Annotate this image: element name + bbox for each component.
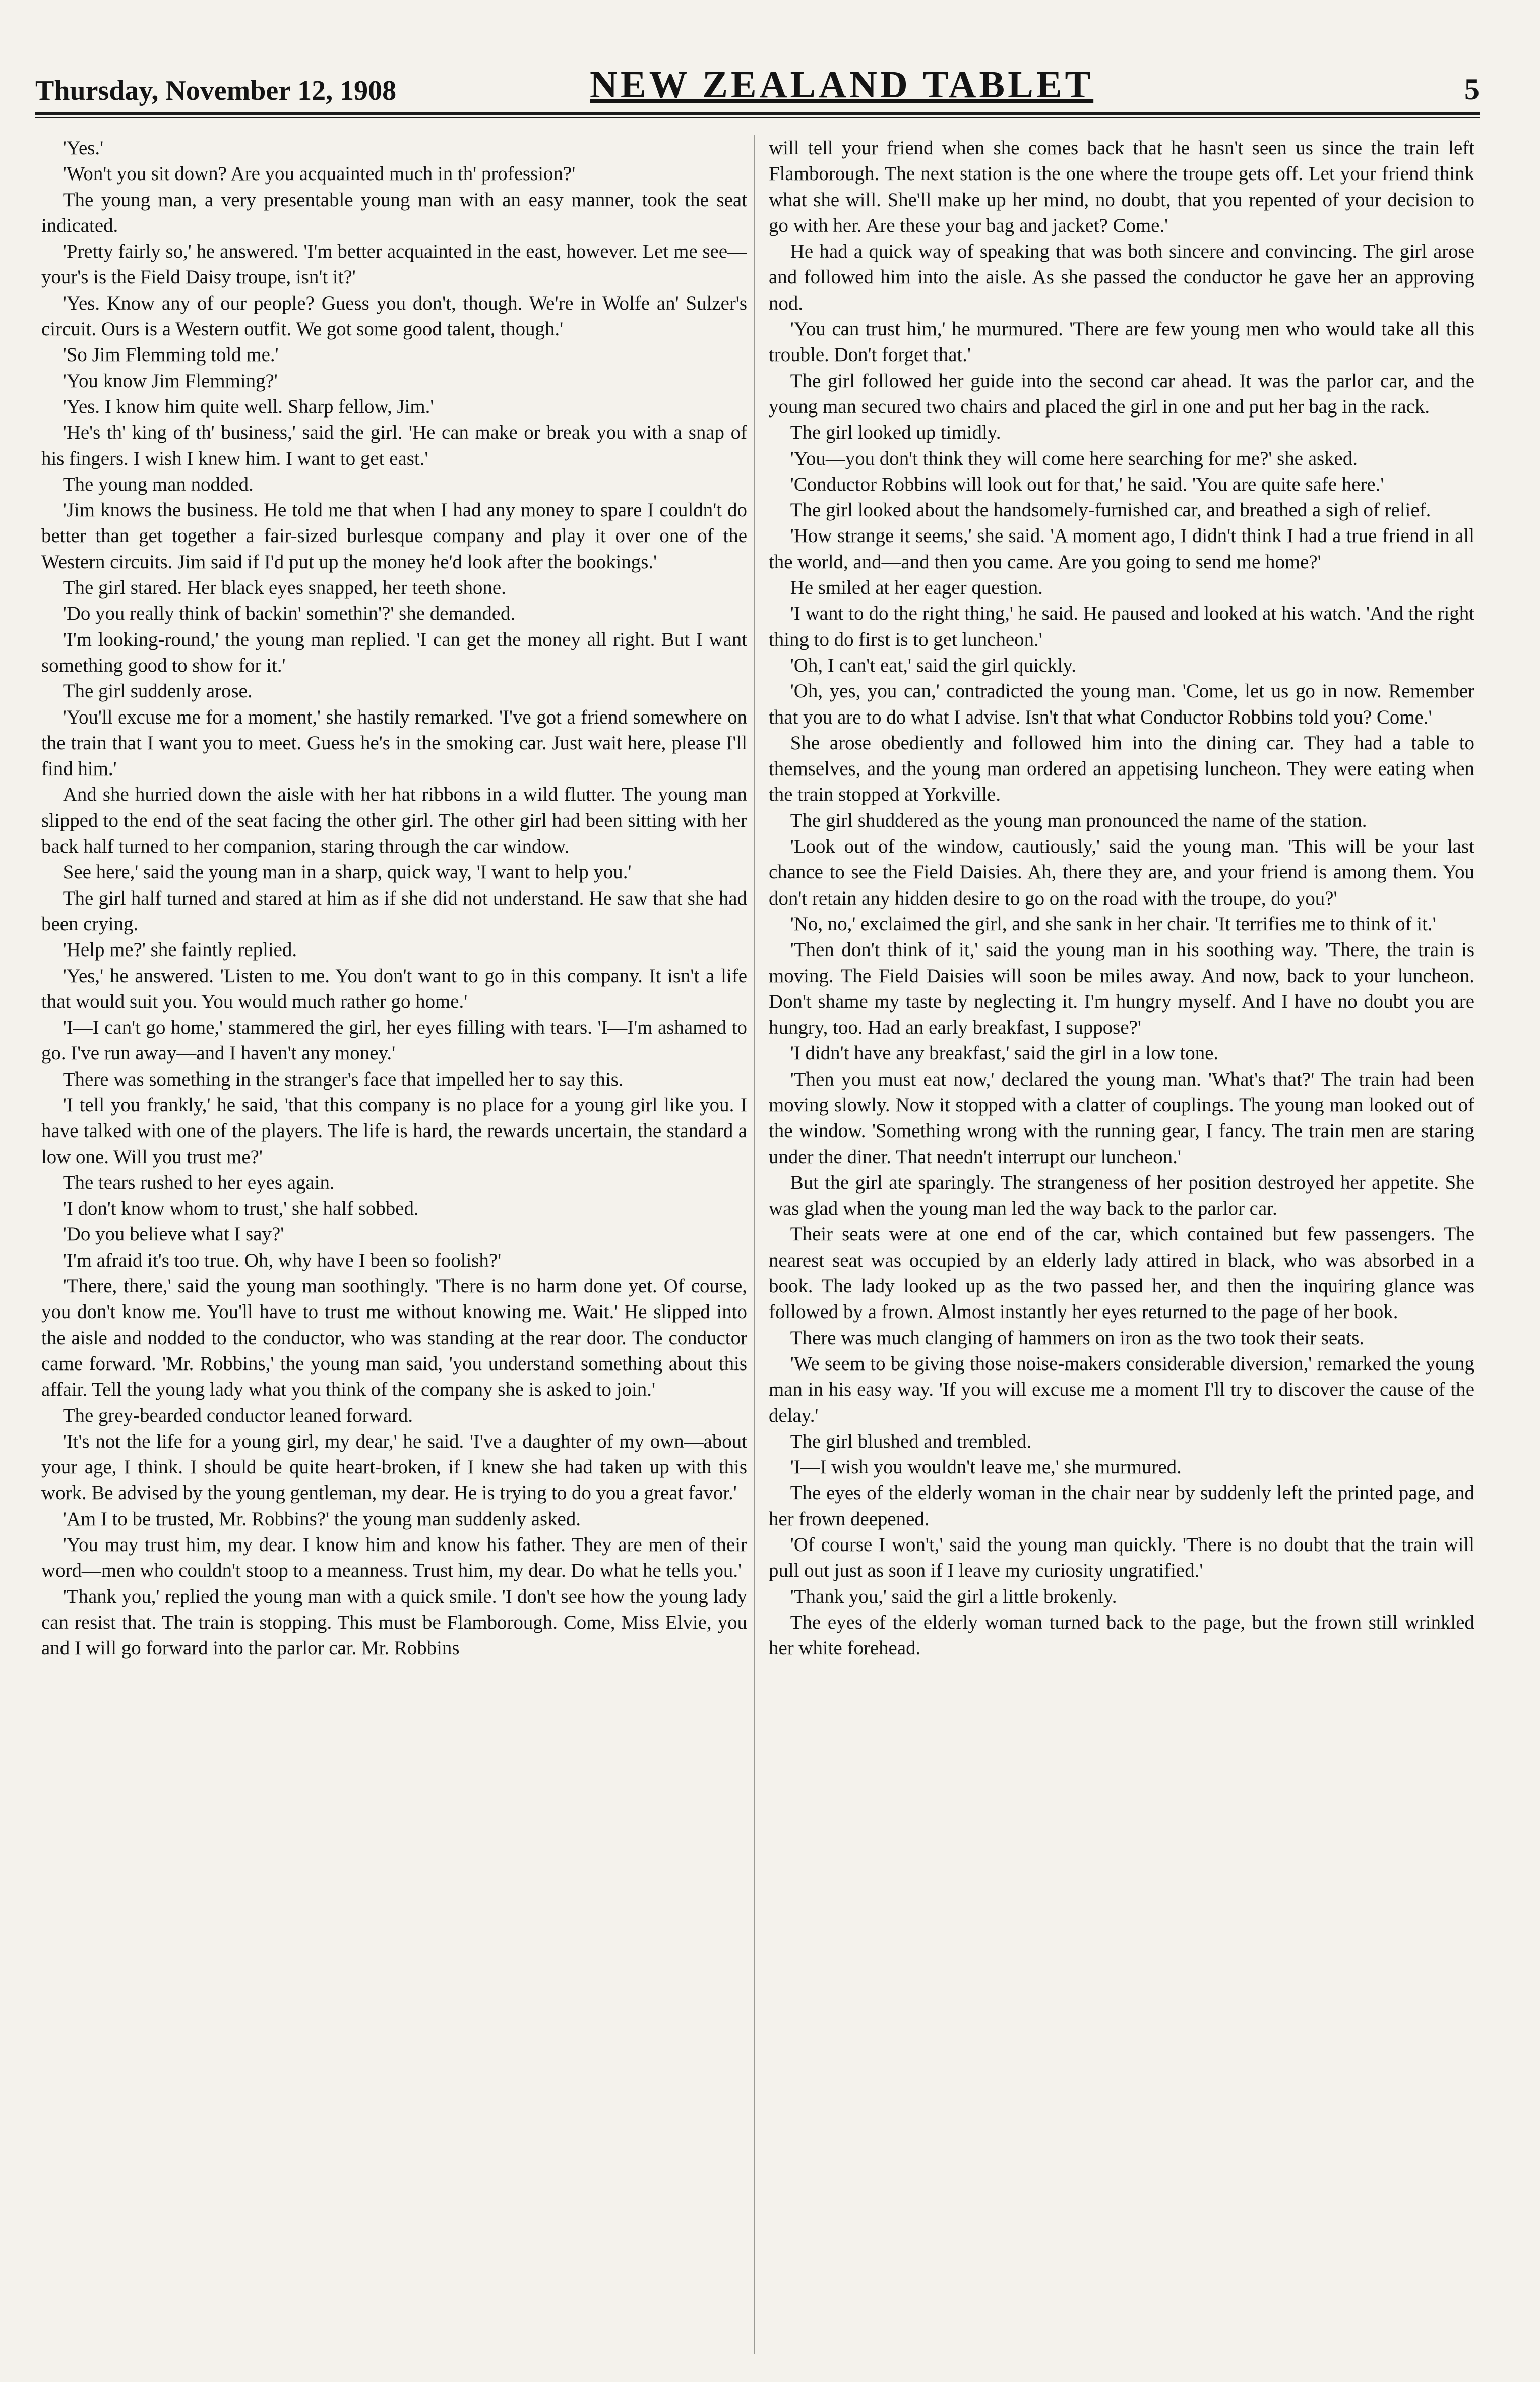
paragraph: The girl looked up timidly. <box>790 422 1001 444</box>
paragraph: 'You know Jim Flemming?' <box>63 370 278 392</box>
paragraph: 'Help me?' she faintly replied. <box>63 939 297 961</box>
paragraph: The girl suddenly arose. <box>63 680 253 702</box>
paragraph: 'Of course I won't,' said the young man quickly. 'There is no doubt that the train will pull out just as soon if I leave my curiosity ungratified.' <box>769 1534 1474 1582</box>
paragraph: 'So Jim Flemming told me.' <box>63 344 279 366</box>
paragraph: 'How strange it seems,' she said. 'A moment ago, I didn't think I had a true friend in all the world, and—and then you came. Are you going to send me home?' <box>769 525 1474 573</box>
paragraph: 'Look out of the window, cautiously,' said the young man. 'This will be your last chance to see the Field Daisies. Ah, there they are, and your friend is among them. You don't retain any hidden desire to go on the road with the troupe, do you?' <box>769 836 1474 909</box>
paragraph: 'Yes,' he answered. 'Listen to me. You don't want to go in this company. It isn't a life that would suit you. You would much rather go home.' <box>41 965 747 1013</box>
paragraph: But the girl ate sparingly. The strangeness of her position destroyed her appetite. She was glad when the young man led the way back to the parlor car. <box>769 1171 1474 1220</box>
paragraph: 'You—you don't think they will come here searching for me?' she asked. <box>790 447 1358 469</box>
masthead <box>35 59 1480 115</box>
paragraph: She arose obediently and followed him into the dining car. They had a table to themselves, and the young man ordered an appetising luncheon. They were eating when the train stopped at Yorkville. <box>769 732 1474 806</box>
paragraph: 'Oh, yes, you can,' contradicted the young man. 'Come, let us go in now. Remember that you are to do what I advise. Isn't that what Conductor Robbins told you? Come.' <box>769 680 1474 728</box>
paragraph: And she hurried down the aisle with her hat ribbons in a wild flutter. The young man slipped to the end of the seat facing the other girl. The other girl had been sitting with her back half turned to her companion, staring through the car window. <box>41 784 747 858</box>
paragraph: The girl stared. Her black eyes snapped, her teeth shone. <box>63 577 506 599</box>
column-divider <box>754 135 755 2354</box>
paragraph: 'It's not the life for a young girl, my dear,' he said. 'I've a daughter of my own—about your age, I think. I should be quite heart-broken, if I knew she had taken up with this work. Be advised by the young gentleman, my dear. He is trying to do you a great favor.' <box>41 1430 747 1504</box>
newspaper-title: NEW ZEALAND TABLET <box>590 64 1094 106</box>
masthead-rule <box>35 117 1480 118</box>
paragraph: 'You can trust him,' he murmured. 'There are few young men who would take all this trouble. Don't forget that.' <box>769 318 1474 366</box>
paragraph: See here,' said the young man in a sharp, quick way, 'I want to help you.' <box>63 861 632 883</box>
paragraph: 'Yes.' <box>63 137 104 159</box>
paragraph: 'Won't you sit down? Are you acquainted much in th' profession?' <box>63 163 576 185</box>
paragraph: He had a quick way of speaking that was both sincere and convincing. The girl arose and followed him into the aisle. As she passed the conductor he gave her an approving nod. <box>769 241 1474 314</box>
paragraph: 'I don't know whom to trust,' she half sobbed. <box>63 1198 419 1220</box>
paragraph: 'I'm looking-round,' the young man replied. 'I can get the money all right. But I want something good to show for it.' <box>41 628 747 676</box>
paragraph: 'I'm afraid it's too true. Oh, why have I been so foolish?' <box>63 1249 502 1271</box>
paragraph: The tears rushed to her eyes again. <box>63 1171 335 1194</box>
paragraph: 'Thank you,' replied the young man with a quick smile. 'I don't see how the young lady can resist that. The train is stopping. This must be Flamborough. Come, Miss Elvie, you and I will go forward into the parlor car. Mr. Robbins <box>41 1585 747 1659</box>
paragraph: 'Then don't think of it,' said the young man in his soothing way. 'There, the train is moving. The Field Daisies will soon be miles away. And now, back to your luncheon. Don't shame my taste by neglecting it. I'm hungry myself. And I have no doubt you are hungry, too. Had an early breakfast, I suppose?' <box>769 939 1474 1039</box>
paragraph: The eyes of the elderly woman in the chair near by suddenly left the printed page, and her frown deepened. <box>769 1482 1474 1530</box>
paragraph: 'Pretty fairly so,' he answered. 'I'm better acquainted in the east, however. Let me see—your's is the Field Daisy troupe, isn't it?' <box>41 241 747 288</box>
paragraph: 'Thank you,' said the girl a little brokenly. <box>790 1585 1117 1607</box>
paragraph: The grey-bearded conductor leaned forward. <box>63 1404 413 1426</box>
paragraph: The girl followed her guide into the second car ahead. It was the parlor car, and the young man secured two chairs and placed the girl in one and put her bag in the rack. <box>769 370 1474 418</box>
paragraph: 'I—I wish you wouldn't leave me,' she murmured. <box>790 1456 1182 1478</box>
paragraph: 'Am I to be trusted, Mr. Robbins?' the young man suddenly asked. <box>63 1508 581 1530</box>
paragraph: 'I want to do the right thing,' he said. He paused and looked at his watch. 'And the right thing to do first is to get luncheon.' <box>769 603 1474 650</box>
paragraph: will tell your friend when she comes back that he hasn't seen us since the train left Flamborough. The next station is the one where the troupe gets off. Let your friend think what she will. She'll make up her mind, no doubt, that you repented of your decision to go with her. Are these your bag and jacket? Come.' <box>769 137 1474 236</box>
paragraph: The girl blushed and trembled. <box>790 1430 1032 1452</box>
issue-date: Thursday, November 12, 1908 <box>35 75 397 106</box>
paragraph: 'I—I can't go home,' stammered the girl, her eyes filling with tears. 'I—I'm ashamed to go. I've run away—and I haven't any money.' <box>41 1017 747 1064</box>
paragraph: The eyes of the elderly woman turned back to the page, but the frown still wrinkled her white forehead. <box>769 1611 1474 1659</box>
paragraph: Their seats were at one end of the car, which contained but few passengers. The nearest seat was occupied by an elderly lady attired in black, who was absorbed in a book. The lady looked up as the two passed her, and then the inquiring glance was followed by a frown. Almost instantly her eyes returned to the page of her book. <box>769 1223 1474 1323</box>
paragraph: 'Oh, I can't eat,' said the girl quickly. <box>790 654 1076 676</box>
paragraph: He smiled at her eager question. <box>790 577 1043 599</box>
page-number: 5 <box>1464 73 1480 106</box>
paragraph: 'Yes. Know any of our people? Guess you don't, though. We're in Wolfe an' Sulzer's circuit. Ours is a Western outfit. We got some good talent, though.' <box>41 292 747 340</box>
paragraph: 'No, no,' exclaimed the girl, and she sank in her chair. 'It terrifies me to think of it.' <box>790 913 1436 935</box>
paragraph: 'He's th' king of th' business,' said the girl. 'He can make or break you with a snap of his fingers. I wish I knew him. I want to get east.' <box>41 422 747 469</box>
paragraph: 'Do you believe what I say?' <box>63 1223 284 1245</box>
paragraph: The girl looked about the handsomely-furnished car, and breathed a sigh of relief. <box>790 499 1431 521</box>
paragraph: 'You may trust him, my dear. I know him and know his father. They are men of their word—men who couldn't stoop to a meanness. Trust him, my dear. Do what he tells you.' <box>41 1534 747 1582</box>
left-column <box>41 135 747 2364</box>
paragraph: There was something in the stranger's face that impelled her to say this. <box>63 1068 624 1090</box>
paragraph: 'Then you must eat now,' declared the young man. 'What's that?' The train had been moving slowly. Now it stopped with a clatter of couplings. The young man looked out of the window. 'Something wrong with the running gear, I fancy. The train men are staring under the diner. That needn't interrupt our luncheon.' <box>769 1068 1474 1168</box>
paragraph: 'We seem to be giving those noise-makers considerable diversion,' remarked the young man in his easy way. 'If you will excuse me a moment I'll try to discover the cause of the delay.' <box>769 1352 1474 1426</box>
paragraph: 'Conductor Robbins will look out for that,' he said. 'You are quite safe here.' <box>790 473 1384 495</box>
paragraph: 'I didn't have any breakfast,' said the girl in a low tone. <box>790 1042 1219 1064</box>
paragraph: 'Do you really think of backin' somethin'?' she demanded. <box>63 603 516 625</box>
paragraph: The girl shuddered as the young man pronounced the name of the station. <box>790 809 1367 831</box>
paragraph: The girl half turned and stared at him as if she did not understand. He saw that she had been crying. <box>41 887 747 935</box>
right-column <box>769 135 1474 2364</box>
paragraph: 'I tell you frankly,' he said, 'that this company is no place for a young girl like you. I have talked with one of the players. The life is hard, the rewards uncertain, the standard a low one. Will you trust me?' <box>41 1094 747 1168</box>
paragraph: The young man, a very presentable young man with an easy manner, took the seat indicated. <box>41 189 747 236</box>
paragraph: The young man nodded. <box>63 473 254 495</box>
paragraph: 'There, there,' said the young man soothingly. 'There is no harm done yet. Of course, you don't know me. You'll have to trust me without knowing me. Wait.' He slipped into the aisle and nodded to the conductor, who was standing at the rear door. The conductor came forward. 'Mr. Robbins,' the young man said, 'you understand something about this affair. Tell the young lady what you think of the company she is asked to join.' <box>41 1275 747 1401</box>
paragraph: There was much clanging of hammers on iron as the two took their seats. <box>790 1327 1365 1349</box>
paragraph: 'Yes. I know him quite well. Sharp fellow, Jim.' <box>63 395 434 418</box>
paragraph: 'You'll excuse me for a moment,' she hastily remarked. 'I've got a friend somewhere on the train that I want you to meet. Guess he's in the smoking car. Just wait here, please I'll find him.' <box>41 706 747 780</box>
paragraph: 'Jim knows the business. He told me that when I had any money to spare I couldn't do better than get together a fair-sized burlesque company and play it over one of the Western circuits. Jim said if I'd put up the money he'd look after the bookings.' <box>41 499 747 573</box>
